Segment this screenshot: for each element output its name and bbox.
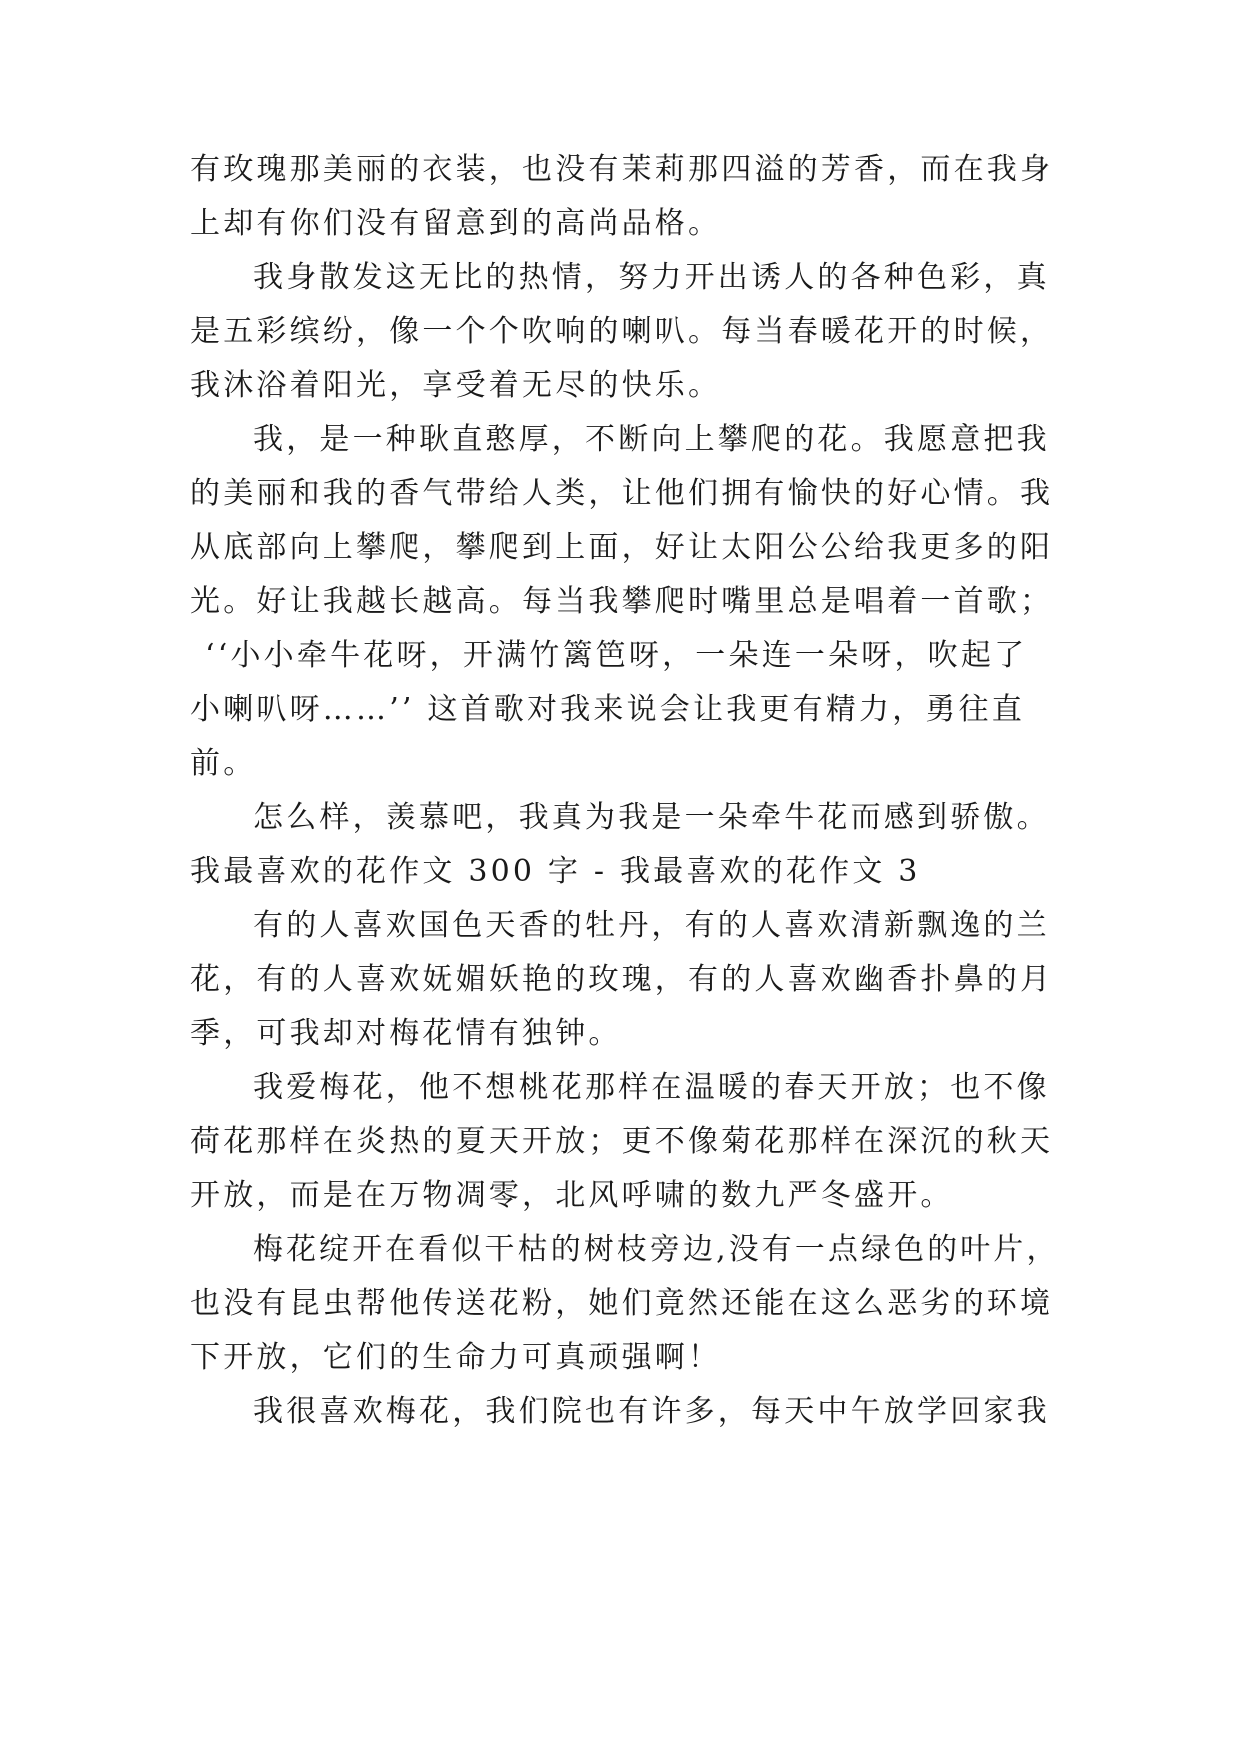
text-line-7: 的美丽和我的香气带给人类，让他们拥有愉快的好心情。我 [190,476,1054,511]
text-line-6: 我，是一种耿直憨厚，不断向上攀爬的花。我愿意把我 [253,422,1050,457]
text-line-23: 下开放，它们的生命力可真顽强啊！ [190,1340,722,1375]
text-line-24: 我很喜欢梅花，我们院也有许多，每天中午放学回家我 [253,1394,1050,1429]
text-line-1: 有玫瑰那美丽的衣装，也没有茉莉那四溢的芳香，而在我身 [190,152,1054,187]
text-line-18: 我爱梅花，他不想桃花那样在温暖的春天开放；也不像 [253,1070,1050,1105]
text-line-9: 光。好让我越长越高。每当我攀爬时嘴里总是唱着一首歌； [190,584,1054,619]
text-line-5: 我沐浴着阳光，享受着无尽的快乐。 [190,368,722,403]
section-heading: 我最喜欢的花作文 300 字 - 我最喜欢的花作文 3 [190,854,921,889]
text-line-10: ‘‘小小牵牛花呀，开满竹篱笆呀，一朵连一朵呀，吹起了 [205,638,1028,673]
text-line-21: 梅花绽开在看似干枯的树枝旁边,没有一点绿色的叶片， [253,1232,1060,1267]
text-line-8: 从底部向上攀爬，攀爬到上面，好让太阳公公给我更多的阳 [190,530,1054,565]
text-line-15: 有的人喜欢国色天香的牡丹，有的人喜欢清新飘逸的兰 [253,908,1050,943]
text-line-3: 我身散发这无比的热情，努力开出诱人的各种色彩，真 [253,260,1050,295]
text-line-12: 前。 [190,746,257,781]
text-line-16: 花，有的人喜欢妩媚妖艳的玫瑰，有的人喜欢幽香扑鼻的月 [190,962,1054,997]
text-line-13: 怎么样，羡慕吧，我真为我是一朵牵牛花而感到骄傲。 [253,800,1050,835]
text-line-17: 季，可我却对梅花情有独钟。 [190,1016,622,1051]
text-line-20: 开放，而是在万物凋零，北风呼啸的数九严冬盛开。 [190,1178,954,1213]
text-line-19: 荷花那样在炎热的夏天开放；更不像菊花那样在深沉的秋天 [190,1124,1054,1159]
text-line-11: 小喇叭呀……’’ 这首歌对我来说会让我更有精力，勇往直 [190,692,1026,727]
text-line-4: 是五彩缤纷，像一个个吹响的喇叭。每当春暖花开的时候， [190,314,1054,349]
text-line-2: 上却有你们没有留意到的高尚品格。 [190,206,722,241]
text-line-22: 也没有昆虫帮他传送花粉，她们竟然还能在这么恶劣的环境 [190,1286,1054,1321]
